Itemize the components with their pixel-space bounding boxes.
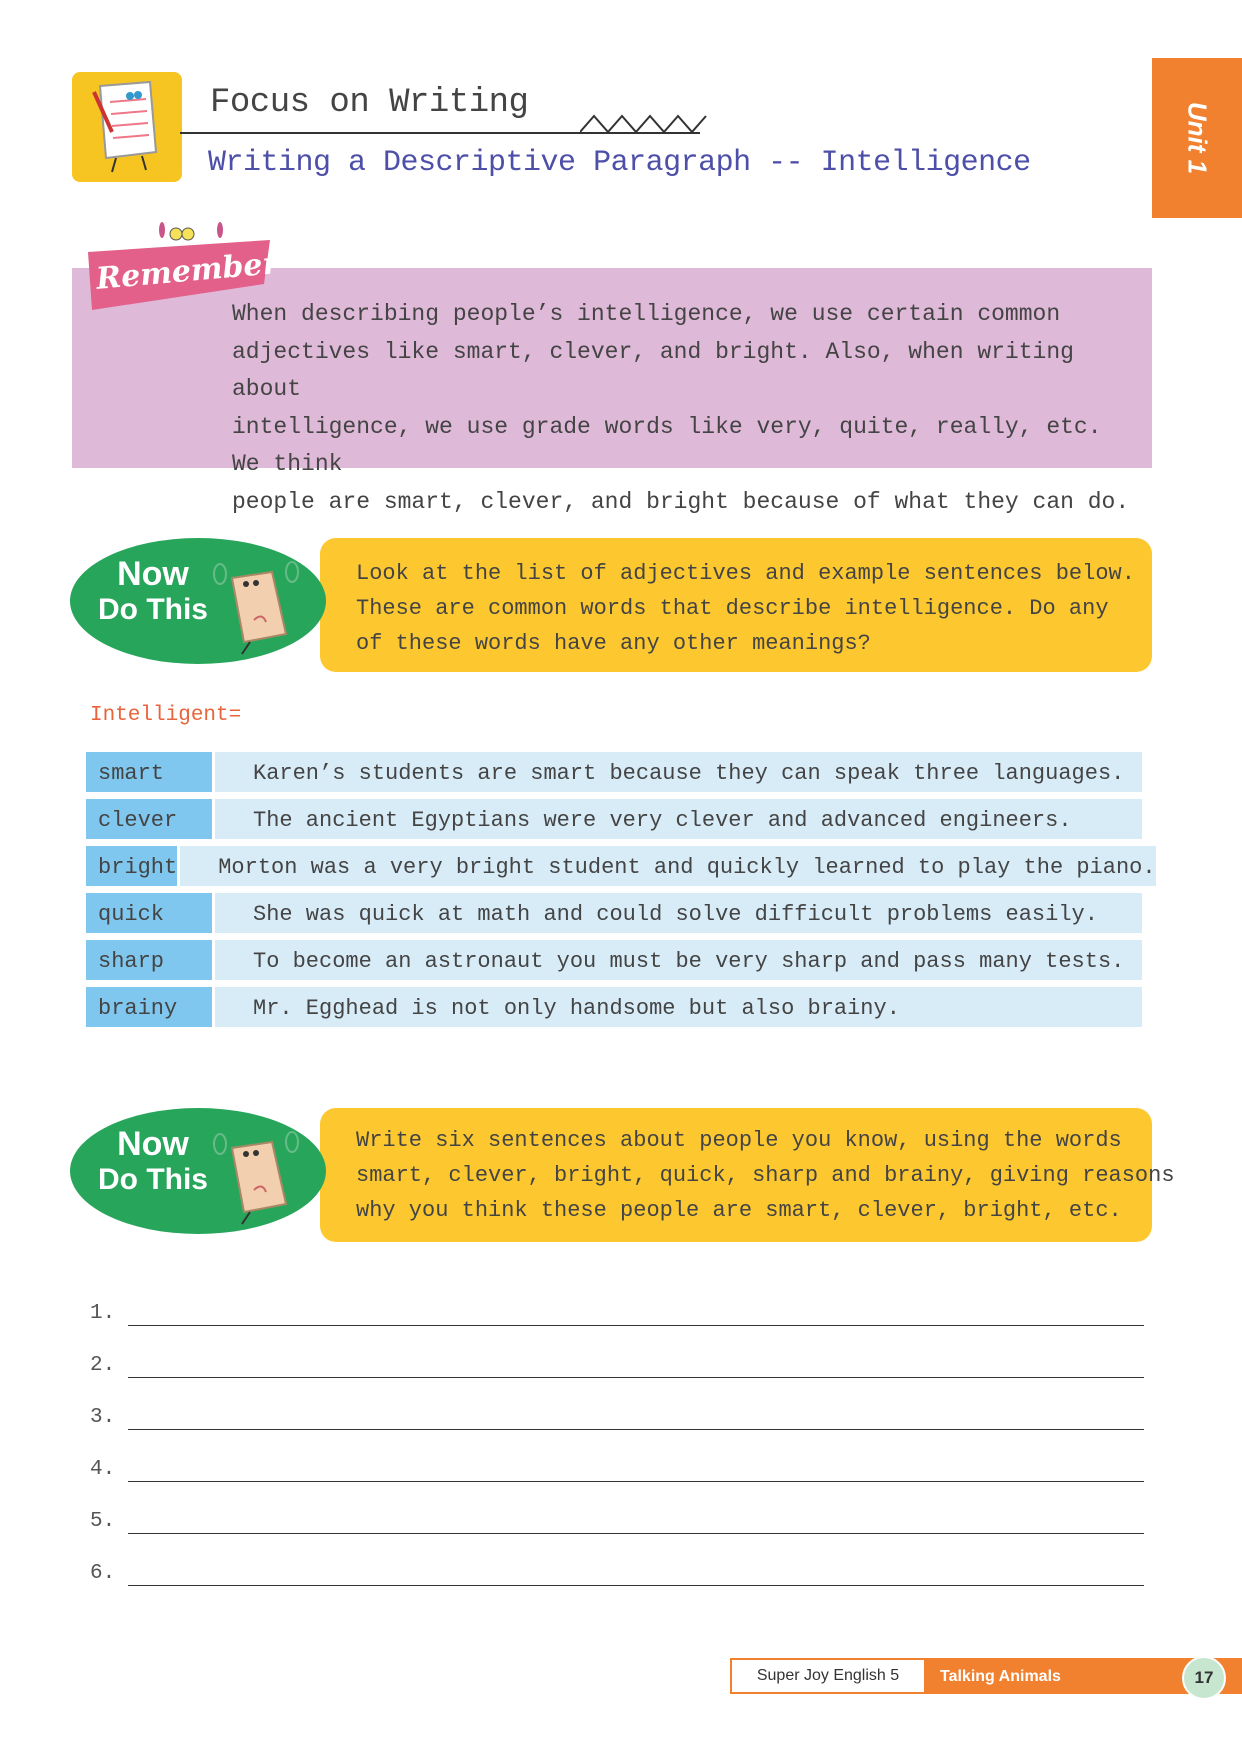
answer-rule[interactable] (128, 1481, 1144, 1482)
unit-tab (1152, 58, 1242, 218)
sentence-cell: Mr. Egghead is not only handsome but also brainy. (215, 987, 1142, 1027)
page-subtitle: Writing a Descriptive Paragraph -- Intelligence (208, 146, 1031, 180)
answer-rule[interactable] (128, 1429, 1144, 1430)
instruction-line: of these words have any other meanings? (356, 631, 871, 656)
instruction-line: These are common words that describe intelligence. Do any (356, 596, 1109, 621)
remember-text (232, 296, 1132, 521)
word-list-label: Intelligent= (90, 704, 242, 727)
answer-number: 6. (90, 1562, 116, 1585)
paper-bag-mascot-icon (210, 556, 300, 656)
footer-book-title: Super Joy English 5 (732, 1660, 924, 1692)
sentence-cell: To become an astronaut you must be very sharp and pass many tests. (215, 940, 1142, 980)
word-cell: quick (86, 893, 212, 933)
remember-badge-label: Remember (94, 246, 280, 297)
instruction-line: Write six sentences about people you know, using the words (356, 1128, 1122, 1153)
instruction-text-1 (356, 556, 1135, 661)
sentence-cell: The ancient Egyptians were very clever and advanced engineers. (215, 799, 1142, 839)
instruction-line: why you think these people are smart, clever, bright, etc. (356, 1198, 1122, 1223)
answer-line-2[interactable] (90, 1348, 1144, 1378)
word-cell: smart (86, 752, 212, 792)
now-label: Now (117, 1125, 189, 1163)
answer-rule[interactable] (128, 1325, 1144, 1326)
answer-line-6[interactable] (90, 1556, 1144, 1586)
paper-bag-mascot-icon (210, 1126, 300, 1226)
remember-line: When describing people’s intelligence, we use certain common (232, 301, 1061, 327)
answer-number: 1. (90, 1302, 116, 1325)
unit-tab-label: Unit 1 (1182, 101, 1213, 175)
answer-line-5[interactable] (90, 1504, 1144, 1534)
remember-line: people are smart, clever, and bright because of what they can do. (232, 488, 1130, 515)
table-row (86, 940, 1142, 980)
remember-line: adjectives like smart, clever, and bright. Also, when writing about (232, 338, 1074, 402)
sentence-cell: Morton was a very bright student and quickly learned to play the piano. (180, 846, 1155, 886)
now-label: Now (117, 555, 189, 593)
instruction-text-2 (356, 1123, 1175, 1228)
sentence-cell: Karen’s students are smart because they can speak three languages. (215, 752, 1142, 792)
section-title: Focus on Writing (210, 84, 529, 122)
instruction-line: smart, clever, bright, quick, sharp and brainy, giving reasons (356, 1163, 1175, 1188)
do-this-label: Do This (98, 593, 208, 626)
answer-rule[interactable] (128, 1533, 1144, 1534)
answer-line-1[interactable] (90, 1296, 1144, 1326)
zigzag-decoration (580, 112, 710, 136)
instruction-line: Look at the list of adjectives and example sentences below. (356, 561, 1135, 586)
answer-line-4[interactable] (90, 1452, 1144, 1482)
answer-number: 4. (90, 1458, 116, 1481)
sentence-cell: She was quick at math and could solve difficult problems easily. (215, 893, 1142, 933)
table-row (86, 846, 1156, 886)
table-row (86, 893, 1142, 933)
word-cell: clever (86, 799, 212, 839)
answer-rule[interactable] (128, 1377, 1144, 1378)
answer-line-3[interactable] (90, 1400, 1144, 1430)
page-number: 17 (1182, 1656, 1226, 1700)
word-cell: brainy (86, 987, 212, 1027)
table-row (86, 987, 1142, 1027)
answer-rule[interactable] (128, 1585, 1144, 1586)
word-table (86, 752, 1156, 1034)
now-do-this-label-1 (88, 556, 218, 628)
remember-line: intelligence, we use grade words like very, quite, really, etc. We think (232, 413, 1102, 477)
do-this-label: Do This (98, 1163, 208, 1196)
word-cell: bright (86, 846, 177, 886)
answer-number: 5. (90, 1510, 116, 1533)
table-row (86, 799, 1142, 839)
answer-number: 3. (90, 1406, 116, 1429)
word-cell: sharp (86, 940, 212, 980)
footer-chapter-title: Talking Animals (940, 1668, 1061, 1685)
now-do-this-label-2 (88, 1126, 218, 1198)
writing-paper-icon (72, 72, 182, 182)
answer-number: 2. (90, 1354, 116, 1377)
table-row (86, 752, 1142, 792)
